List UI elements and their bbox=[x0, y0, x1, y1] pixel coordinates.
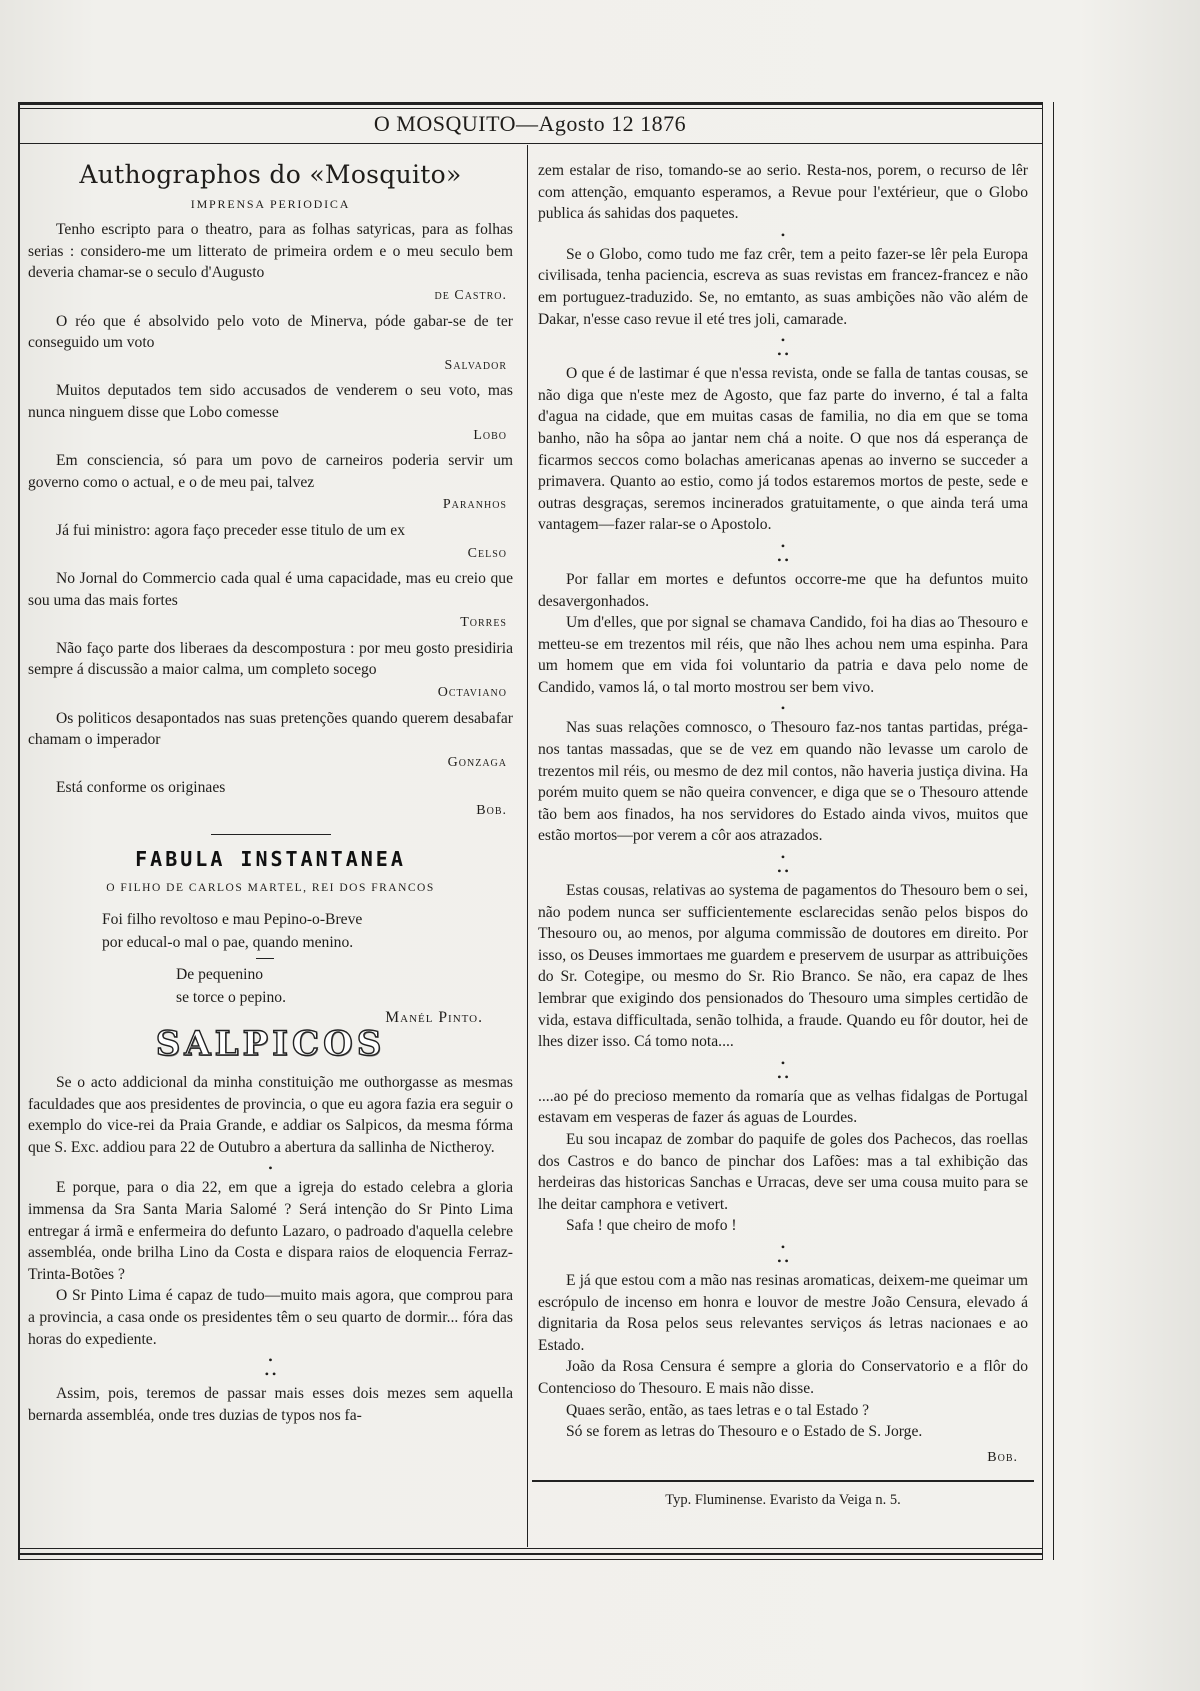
quote-signature: Gonzaga bbox=[447, 754, 507, 770]
article-paragraph: Só se forem as letras do Thesouro e o Estado de S. Jorge. bbox=[566, 1423, 923, 1441]
quote-text: Não faço parte dos liberaes da descompostura : por meu gosto presidiria sempre á discussão a maior calma, um completo socego bbox=[28, 639, 513, 679]
poem-signature: Manél Pinto. bbox=[385, 1008, 483, 1026]
right-column bbox=[538, 160, 1028, 1512]
article-paragraph: Se o acto addicional da minha constituição me outhorgasse as mesmas faculdades que aos presidentes de provincia, o que eu agora fazia era seguir o exemplo do vice-rei da Praia Grande, e addiar os Salpicos, da mesma fórma que S. Exc. addiou para 22 de Outubro a abertura da sallinha de Nictheroy. bbox=[28, 1074, 513, 1156]
ornament-stars: • • • bbox=[777, 1055, 789, 1084]
article-paragraph: O Sr Pinto Lima é capaz de tudo—muito mais agora, que comprou para a provincia, a casa onde os presidentes têm o seu quarto de dormir... fóra das horas do expediente. bbox=[28, 1287, 513, 1348]
column-divider bbox=[527, 145, 528, 1547]
page-header-title: O MOSQUITO—Agosto 12 1876 bbox=[373, 111, 687, 136]
salpicos-ornamental-title bbox=[28, 1024, 513, 1065]
quote-signature: Salvador bbox=[444, 357, 507, 373]
article-paragraph: Estas cousas, relativas ao systema de pagamentos do Thesouro bem o sei, não podem nunca ser sufficientemente esclarecidas senão pelos bispos do Thesouro ou, ao menos, por alguma commissão de doutores em direito. Por isso, os Deuses immortaes me guardem e preservem de usurpar as attribuições do Sr. Cotegipe, ou mesmo do Sr. Rio Branco. Se não, era capaz de lhes lembrar que exigindo dos pensionados do Thesouro uma simples certidão de vida, estava difficultada, senão tolhida, a fraude. Quando eu fôr doutor, hei de lhes dizer isso. Cá tomo nota.... bbox=[538, 882, 1028, 1051]
article-paragraph: ....ao pé do precioso memento da romaría que as velhas fidalgas de Portugal estavam em vesperas de fazer ás aguas de Lourdes. bbox=[538, 1087, 1028, 1127]
footer-rule bbox=[18, 1559, 1042, 1560]
footer-rule-thick bbox=[18, 1553, 1042, 1555]
quote-text: Tenho escripto para o theatro, para as folhas satyricas, para as folhas serias : considero-me um litterato de primeira ordem e o meu seculo bem deveria chamar-se o seculo d'Augusto bbox=[28, 221, 513, 282]
closing-signature: Bob. bbox=[476, 803, 507, 819]
poem-line: Foi filho revoltoso e mau Pepino-o-Breve bbox=[102, 910, 363, 928]
quote-signature: Torres bbox=[460, 615, 507, 631]
section-subtitle: IMPRENSA PERIODICA bbox=[190, 196, 351, 211]
article-paragraph: Quaes serão, então, as taes letras e o tal Estado ? bbox=[566, 1401, 870, 1419]
article-paragraph: Assim, pois, teremos de passar mais esses dois mezes sem aquella bernarda assembléa, onde tres duzias de typos nos fa- bbox=[28, 1385, 513, 1424]
quote-signature: Octaviano bbox=[437, 685, 507, 701]
article-paragraph: zem estalar de riso, tomando-se ao serio. Resta-nos, porem, o recurso de lêr com attenção, emquanto esperamos, a Revue pour l'extérieur, que o Globo publica ás sahidas dos paquetes. bbox=[538, 162, 1028, 223]
article-paragraph: Nas suas relações comnosco, o Thesouro faz-nos tantas partidas, préga-nos tantas massadas, que se de vez em quando não levasse um carolo de trezentos mil réis, ou mesmo de dez mil contos, não haveria justiça divina. Ha porém muito quem se não queira convencer, e diga que se o Thesouro attende tão bem aos finados, ha nos servidores do Estado ainda vivos, muitos que estão mortos—por verem a côr aos atrazados. bbox=[538, 719, 1028, 845]
left-column bbox=[28, 160, 513, 1426]
ornament-stars: • • • bbox=[264, 1353, 277, 1382]
ornament-star: • bbox=[268, 1161, 273, 1176]
fabula-subtitle: O FILHO DE CARLOS MARTEL, REI DOS FRANCOS bbox=[106, 882, 435, 895]
poem-line: De pequenino bbox=[176, 965, 264, 983]
quote-text: O réo que é absolvido pelo voto de Minerva, póde gabar-se de ter conseguido um voto bbox=[28, 312, 513, 352]
quote-text: Já fui ministro: agora faço preceder esse titulo de um ex bbox=[56, 521, 406, 539]
poem-line: por educal-o mal o pae, quando menino. bbox=[102, 933, 354, 951]
ornament-stars: • • • bbox=[777, 1239, 789, 1268]
article-paragraph: E já que estou com a mão nas resinas aromaticas, deixem-me queimar um escrópulo de incenso em honra e louvor de mestre João Censura, elevado á dignitaria da Rosa pelos seus relevantes serviços ás letras nacionaes e ao Estado. bbox=[538, 1271, 1028, 1354]
article-paragraph: O que é de lastimar é que n'essa revista, onde se falla de tantas cousas, se não diga que n'este mez de Agosto, que faz parte do inverno, é tal a falta d'agua na cidade, que em muitas casas de familia, no dia em que se toma banho, não ha sôpa ao jantar nem chá a noite. O que nos dá esperança de ficarmos seccos como bolachas americanas apenas ao inverno se succeder a primavera. Quanto ao estio, como já todos estaremos mortos de peste, sede e outras desgraças, seremos incinerados gratuitamente, o que ainda terá uma vantagem—fazer ralar-se o Apostolo. bbox=[538, 365, 1028, 534]
quote-signature: de Castro. bbox=[434, 287, 507, 303]
footer-rule bbox=[18, 1548, 1042, 1549]
article-paragraph: Um d'elles, que por signal se chamava Candido, foi ha dias ao Thesouro e metteu-se em trezentos mil réis, que não lhes achou nem uma espinha. Para um homem que em vida foi voluntario da patria e dava pelo nome de Candido, vamos lá, o tal morto mostrou ser bem vivo. bbox=[538, 614, 1028, 696]
poem-dash bbox=[256, 958, 274, 959]
article-paragraph: João da Rosa Censura é sempre a gloria do Conservatorio e a flôr do Contencioso do Thesouro. E mais não disse. bbox=[538, 1358, 1028, 1397]
quote-signature: Celso bbox=[467, 545, 507, 561]
quote-text: No Jornal do Commercio cada qual é uma capacidade, mas eu creio que sou uma das mais fortes bbox=[28, 570, 513, 609]
imprint-rule bbox=[532, 1480, 1034, 1482]
article-paragraph: Por fallar em mortes e defuntos occorre-me que ha defuntos muito desavergonhados. bbox=[538, 570, 1028, 610]
section-title-authographos: Authographos do «Mosquito» bbox=[79, 160, 462, 189]
ornament-stars: • • • bbox=[777, 333, 789, 362]
article-signature: Bob. bbox=[987, 1449, 1018, 1465]
quote-text: Os politicos desapontados nas suas pretenções quando querem desabafar chamam o imperador bbox=[28, 709, 513, 749]
ornament-stars: • • • bbox=[777, 850, 789, 879]
quote-signature: Lobo bbox=[473, 427, 507, 443]
quote-text: Em consciencia, só para um povo de carneiros poderia servir um governo como o actual, e o de meu pai, talvez bbox=[28, 452, 513, 491]
ornament-stars: • • • bbox=[777, 538, 789, 567]
closing-text: Está conforme os originaes bbox=[56, 779, 226, 797]
quote-text: Muitos deputados tem sido accusados de venderem o seu voto, mas nunca ninguem disse que Lobo comesse bbox=[28, 382, 513, 421]
article-paragraph: Se o Globo, como tudo me faz crêr, tem a peito fazer-se lêr pela Europa civilisada, tenha paciencia, escreva as suas revistas em francez-francez e não em portuguez-traduzido. Se, no emtanto, as suas ambições não vão além de Dakar, n'esse caso revue il eté tres joli, camarade. bbox=[538, 245, 1028, 328]
article-paragraph: Safa ! que cheiro de mofo ! bbox=[566, 1217, 737, 1235]
printer-imprint: Typ. Fluminense. Evaristo da Veiga n. 5. bbox=[665, 1492, 901, 1509]
fabula-title: FABULA INSTANTANEA bbox=[135, 846, 406, 871]
quote-signature: Paranhos bbox=[442, 497, 507, 513]
ornament-star: • bbox=[780, 227, 786, 242]
section-divider bbox=[211, 834, 331, 835]
article-paragraph: E porque, para o dia 22, em que a igreja do estado celebra a gloria immensa da Sra Santa Maria Salomé ? Será intenção do Sr Pinto Lima entregar á irmã e enfermeira do defunto Lazaro, o padroado d'aquella celebre assembléa, onde brilha Lino da Costa e dispara raios de eloquencia Ferraz-Trinta-Botões ? bbox=[28, 1179, 513, 1283]
poem-line: se torce o pepino. bbox=[176, 988, 286, 1006]
article-paragraph: Eu sou incapaz de zombar do paquife de goles dos Pachecos, das roellas dos Castros e do banco de pinchar dos Lafões: mas a tal exhibição das herdeiras das historicas Sanchas e Urracas, deve ser uma cousa muito para se lhe deitar camphora e vetivert. bbox=[538, 1130, 1028, 1213]
ornament-star: • bbox=[780, 701, 786, 716]
salpicos-title-text: SALPICOS bbox=[155, 1024, 386, 1065]
